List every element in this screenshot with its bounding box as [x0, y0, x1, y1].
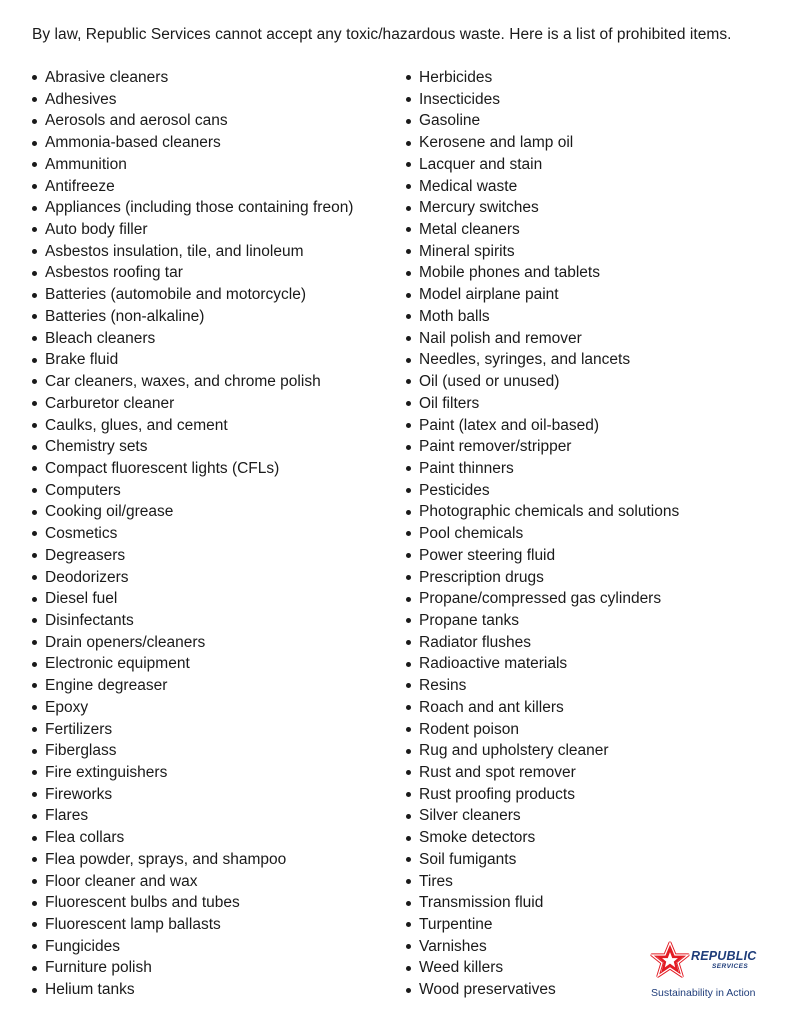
bullet-icon	[32, 379, 37, 384]
list-item-label: Gasoline	[419, 112, 481, 130]
bullet-icon	[406, 662, 411, 667]
list-item-label: Fluorescent lamp ballasts	[45, 916, 221, 934]
bullet-icon	[406, 293, 411, 298]
list-item-label: Auto body filler	[45, 221, 148, 239]
list-item	[32, 523, 353, 545]
list-item	[32, 740, 353, 762]
list-item-label: Fertilizers	[45, 720, 113, 738]
list-item	[32, 89, 353, 111]
list-item	[406, 610, 679, 632]
list-item-label: Electronic equipment	[45, 655, 190, 673]
list-item	[32, 849, 353, 871]
list-item	[406, 740, 679, 762]
list-item-label: Batteries (non-alkaline)	[45, 307, 205, 325]
list-item-label: Helium tanks	[45, 981, 135, 999]
bullet-icon	[406, 792, 411, 797]
bullet-icon	[406, 814, 411, 819]
bullet-icon	[406, 857, 411, 862]
logo-tagline: Sustainability in Action	[651, 987, 756, 999]
bullet-icon	[32, 705, 37, 710]
list-item	[406, 89, 679, 111]
list-item-label: Computers	[45, 481, 121, 499]
list-item	[32, 436, 353, 458]
list-item-label: Wood preservatives	[419, 981, 556, 999]
list-item-label: Silver cleaners	[419, 807, 521, 825]
bullet-icon	[32, 466, 37, 471]
bullet-icon	[406, 727, 411, 732]
bullet-icon	[32, 857, 37, 862]
list-item	[406, 241, 679, 263]
list-item-label: Smoke detectors	[419, 829, 536, 847]
list-item	[32, 480, 353, 502]
bullet-icon	[406, 488, 411, 493]
list-item	[406, 415, 679, 437]
bullet-icon	[32, 423, 37, 428]
prohibited-items-right-list	[406, 67, 679, 1001]
list-item	[406, 805, 679, 827]
list-item-label: Insecticides	[419, 90, 500, 108]
list-item	[406, 871, 679, 893]
bullet-icon	[406, 75, 411, 80]
list-item-label: Brake fluid	[45, 351, 119, 369]
list-item-label: Car cleaners, waxes, and chrome polish	[45, 373, 321, 391]
list-item-label: Metal cleaners	[419, 221, 520, 239]
bullet-icon	[32, 944, 37, 949]
list-item	[406, 914, 679, 936]
list-item	[32, 219, 353, 241]
list-item	[406, 132, 679, 154]
list-item	[32, 762, 353, 784]
list-item-label: Propane tanks	[419, 611, 519, 629]
list-item-label: Antifreeze	[45, 177, 115, 195]
bullet-icon	[406, 879, 411, 884]
bullet-icon	[32, 358, 37, 363]
list-item	[406, 588, 679, 610]
list-item-label: Mercury switches	[419, 199, 539, 217]
list-item	[406, 632, 679, 654]
bullet-icon	[32, 97, 37, 102]
list-item-label: Oil (used or unused)	[419, 373, 560, 391]
list-item	[406, 110, 679, 132]
bullet-icon	[32, 271, 37, 276]
list-item-label: Furniture polish	[45, 959, 152, 977]
list-item	[406, 393, 679, 415]
list-item	[32, 936, 353, 958]
list-item-label: Carburetor cleaner	[45, 394, 175, 412]
list-item	[32, 871, 353, 893]
list-item	[32, 697, 353, 719]
bullet-icon	[32, 184, 37, 189]
list-item-label: Abrasive cleaners	[45, 69, 169, 86]
bullet-icon	[406, 249, 411, 254]
bullet-icon	[406, 445, 411, 450]
list-item-label: Asbestos roofing tar	[45, 264, 183, 282]
bullet-icon	[32, 553, 37, 558]
bullet-icon	[32, 227, 37, 232]
list-item	[32, 805, 353, 827]
list-item	[406, 762, 679, 784]
list-item	[32, 284, 353, 306]
bullet-icon	[406, 640, 411, 645]
list-item-label: Mobile phones and tablets	[419, 264, 600, 282]
bullet-icon	[32, 988, 37, 993]
list-item-label: Oil filters	[419, 394, 480, 412]
bullet-icon	[406, 531, 411, 536]
list-item-label: Nail polish and remover	[419, 329, 582, 347]
list-item-label: Paint thinners	[419, 459, 514, 477]
bullet-icon	[406, 510, 411, 515]
bullet-icon	[32, 249, 37, 254]
list-item-label: Radiator flushes	[419, 633, 532, 651]
bullet-icon	[32, 618, 37, 623]
list-item-label: Resins	[419, 677, 467, 695]
republic-services-logo	[648, 940, 778, 1002]
list-item-label: Medical waste	[419, 177, 518, 195]
bullet-icon	[406, 379, 411, 384]
bullet-icon	[32, 640, 37, 645]
list-item	[406, 936, 679, 958]
bullet-icon	[406, 162, 411, 167]
bullet-icon	[32, 879, 37, 884]
list-item	[406, 892, 679, 914]
bullet-icon	[406, 184, 411, 189]
bullet-icon	[406, 988, 411, 993]
list-item-label: Fire extinguishers	[45, 764, 168, 781]
list-item	[32, 501, 353, 523]
bullet-icon	[406, 206, 411, 211]
bullet-icon	[32, 727, 37, 732]
bullet-icon	[406, 770, 411, 775]
bullet-icon	[32, 141, 37, 146]
list-item	[32, 110, 353, 132]
bullet-icon	[32, 966, 37, 971]
logo-subtitle: SERVICES	[712, 963, 749, 970]
bullet-icon	[406, 597, 411, 602]
bullet-icon	[406, 683, 411, 688]
list-item	[406, 827, 679, 849]
bullet-icon	[406, 401, 411, 406]
list-item-label: Model airplane paint	[419, 286, 559, 304]
list-item-label: Moth balls	[419, 307, 490, 325]
bullet-icon	[32, 597, 37, 602]
intro-text: By law, Republic Services cannot accept any toxic/hazardous waste. Here is a list of prohibited items.	[32, 26, 732, 43]
list-item-label: Rug and upholstery cleaner	[419, 742, 609, 760]
list-item	[32, 784, 353, 806]
list-item	[32, 328, 353, 350]
bullet-icon	[406, 966, 411, 971]
list-item-label: Herbicides	[419, 69, 493, 86]
list-item-label: Fiberglass	[45, 742, 117, 760]
list-item-label: Ammunition	[45, 155, 127, 173]
list-item-label: Transmission fluid	[419, 894, 544, 912]
list-item	[32, 197, 353, 219]
bullet-icon	[406, 575, 411, 580]
list-item-label: Cooking oil/grease	[45, 503, 174, 521]
bullet-icon	[406, 705, 411, 710]
list-item	[32, 827, 353, 849]
list-item	[32, 176, 353, 198]
bullet-icon	[32, 922, 37, 927]
bullet-icon	[406, 618, 411, 623]
bullet-icon	[32, 401, 37, 406]
list-item	[406, 849, 679, 871]
bullet-icon	[406, 466, 411, 471]
list-item	[32, 306, 353, 328]
list-item	[32, 241, 353, 263]
list-item-label: Bleach cleaners	[45, 329, 156, 347]
list-item	[32, 610, 353, 632]
list-item	[32, 132, 353, 154]
bullet-icon	[32, 336, 37, 341]
list-item	[32, 545, 353, 567]
list-item	[32, 914, 353, 936]
list-item	[32, 458, 353, 480]
list-item-label: Fireworks	[45, 785, 113, 803]
list-item-label: Pool chemicals	[419, 525, 524, 543]
bullet-icon	[32, 293, 37, 298]
list-item-label: Rust and spot remover	[419, 764, 576, 781]
bullet-icon	[32, 749, 37, 754]
list-item	[406, 523, 679, 545]
list-item-label: Tires	[419, 872, 453, 890]
list-item-label: Rodent poison	[419, 720, 519, 738]
list-item-label: Varnishes	[419, 937, 487, 955]
list-item	[406, 154, 679, 176]
list-item-label: Radioactive materials	[419, 655, 568, 673]
list-item	[32, 632, 353, 654]
list-item	[406, 979, 679, 1001]
bullet-icon	[32, 814, 37, 819]
list-item-label: Mineral spirits	[419, 242, 515, 260]
list-item-label: Needles, syringes, and lancets	[419, 351, 631, 369]
list-item	[406, 306, 679, 328]
list-item	[406, 653, 679, 675]
bullet-icon	[406, 836, 411, 841]
list-item	[32, 415, 353, 437]
list-item	[32, 719, 353, 741]
list-item-label: Engine degreaser	[45, 677, 168, 695]
list-item	[32, 67, 353, 89]
list-item-label: Floor cleaner and wax	[45, 872, 198, 890]
bullet-icon	[32, 836, 37, 841]
list-item-label: Turpentine	[419, 916, 493, 934]
bullet-icon	[406, 749, 411, 754]
list-item	[406, 219, 679, 241]
list-item	[406, 719, 679, 741]
list-item-label: Power steering fluid	[419, 546, 556, 564]
list-item	[32, 675, 353, 697]
list-item	[32, 653, 353, 675]
list-item-label: Degreasers	[45, 546, 126, 564]
list-item	[406, 957, 679, 979]
list-item-label: Lacquer and stain	[419, 155, 543, 173]
bullet-icon	[406, 922, 411, 927]
list-item-label: Propane/compressed gas cylinders	[419, 590, 662, 608]
list-item	[32, 393, 353, 415]
bullet-icon	[32, 445, 37, 450]
list-item-label: Ammonia-based cleaners	[45, 134, 221, 152]
list-item-label: Soil fumigants	[419, 850, 517, 868]
bullet-icon	[406, 97, 411, 102]
list-item-label: Batteries (automobile and motorcycle)	[45, 286, 307, 304]
list-item	[406, 436, 679, 458]
list-item	[406, 176, 679, 198]
list-item-label: Flea powder, sprays, and shampoo	[45, 850, 287, 868]
list-item	[406, 784, 679, 806]
list-item	[406, 197, 679, 219]
bullet-icon	[32, 662, 37, 667]
list-item-label: Diesel fuel	[45, 590, 118, 608]
bullet-icon	[406, 553, 411, 558]
bullet-icon	[406, 901, 411, 906]
list-item-label: Rust proofing products	[419, 785, 575, 803]
list-item	[406, 349, 679, 371]
bullet-icon	[406, 271, 411, 276]
list-item	[32, 588, 353, 610]
list-item-label: Flea collars	[45, 829, 125, 847]
list-item-label: Photographic chemicals and solutions	[419, 503, 680, 521]
star-logo-icon	[648, 940, 692, 980]
list-item	[406, 675, 679, 697]
bullet-icon	[32, 488, 37, 493]
bullet-icon	[32, 314, 37, 319]
list-item	[406, 262, 679, 284]
bullet-icon	[32, 531, 37, 536]
prohibited-items-left-list	[32, 67, 353, 1001]
bullet-icon	[32, 119, 37, 124]
list-item-label: Fungicides	[45, 937, 120, 955]
list-item-label: Paint (latex and oil-based)	[419, 416, 600, 434]
list-item	[406, 328, 679, 350]
bullet-icon	[32, 75, 37, 80]
bullet-icon	[406, 358, 411, 363]
bullet-icon	[32, 575, 37, 580]
list-item	[32, 154, 353, 176]
list-item	[406, 67, 679, 89]
list-item-label: Caulks, glues, and cement	[45, 416, 228, 434]
bullet-icon	[32, 162, 37, 167]
list-item-label: Kerosene and lamp oil	[419, 134, 574, 152]
bullet-icon	[32, 206, 37, 211]
list-item	[32, 567, 353, 589]
list-item-label: Adhesives	[45, 90, 117, 108]
list-item	[406, 501, 679, 523]
list-item-label: Drain openers/cleaners	[45, 633, 206, 651]
bullet-icon	[32, 510, 37, 515]
bullet-icon	[32, 792, 37, 797]
bullet-icon	[406, 141, 411, 146]
list-item-label: Asbestos insulation, tile, and linoleum	[45, 242, 304, 260]
list-item	[406, 567, 679, 589]
list-item-label: Cosmetics	[45, 525, 118, 543]
list-item	[406, 371, 679, 393]
list-item-label: Roach and ant killers	[419, 698, 564, 716]
bullet-icon	[32, 770, 37, 775]
bullet-icon	[406, 314, 411, 319]
list-item-label: Appliances (including those containing freon)	[45, 199, 354, 217]
list-item	[32, 979, 353, 1001]
list-item	[406, 480, 679, 502]
list-item-label: Pesticides	[419, 481, 490, 499]
list-item-label: Disinfectants	[45, 611, 134, 629]
bullet-icon	[406, 944, 411, 949]
list-item-label: Chemistry sets	[45, 438, 148, 456]
list-item	[32, 892, 353, 914]
bullet-icon	[406, 227, 411, 232]
list-item	[32, 349, 353, 371]
bullet-icon	[406, 119, 411, 124]
list-item-label: Weed killers	[419, 959, 504, 977]
bullet-icon	[32, 683, 37, 688]
list-item	[32, 262, 353, 284]
list-item	[406, 284, 679, 306]
list-item	[406, 545, 679, 567]
list-item	[32, 957, 353, 979]
list-item-label: Fluorescent bulbs and tubes	[45, 894, 240, 912]
list-item	[406, 458, 679, 480]
list-item	[32, 371, 353, 393]
bullet-icon	[406, 336, 411, 341]
list-item-label: Deodorizers	[45, 568, 129, 586]
list-item-label: Aerosols and aerosol cans	[45, 112, 228, 130]
bullet-icon	[406, 423, 411, 428]
list-item-label: Paint remover/stripper	[419, 438, 572, 456]
list-item-label: Epoxy	[45, 698, 89, 716]
bullet-icon	[32, 901, 37, 906]
list-item-label: Compact fluorescent lights (CFLs)	[45, 459, 280, 477]
list-item	[406, 697, 679, 719]
list-item-label: Flares	[45, 807, 89, 825]
list-item-label: Prescription drugs	[419, 568, 544, 586]
logo-name: REPUBLIC	[691, 949, 757, 963]
